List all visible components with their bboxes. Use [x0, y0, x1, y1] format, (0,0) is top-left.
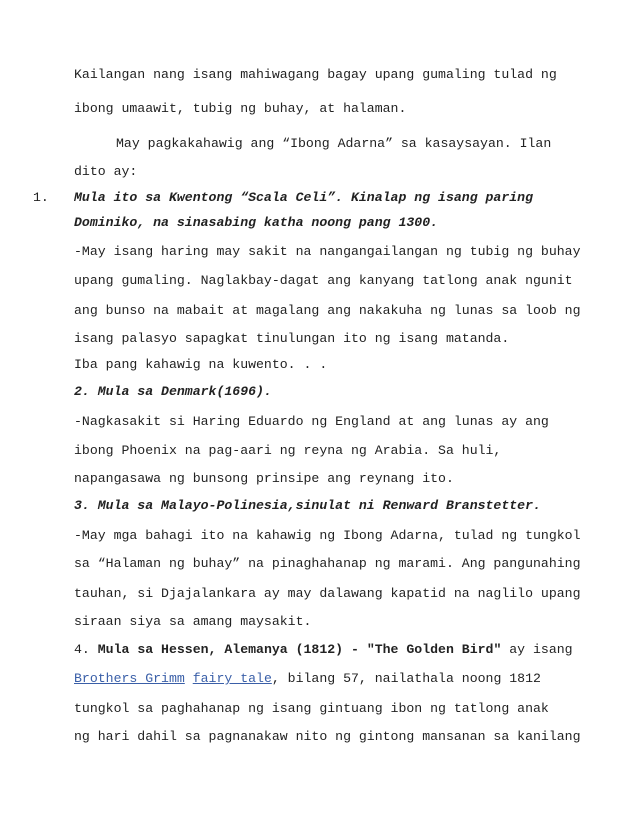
text-line: -May isang haring may sakit na nangangailangan ng tubig ng buhay: [74, 244, 581, 259]
list-item-heading: Mula sa Hessen, Alemanya (1812) - "The Golden Bird": [97, 642, 502, 657]
text-line: sa “Halaman ng buhay” na pinaghahanap ng marami. Ang pangunahing: [74, 556, 581, 571]
text-line: tungkol sa paghahanap ng isang gintuang ibon ng tatlong anak: [74, 701, 549, 716]
text-line: napangasawa ng bunsong prinsipe ang reynang ito.: [74, 471, 454, 486]
text-line: -May mga bahagi ito na kahawig ng Ibong Adarna, tulad ng tungkol: [74, 528, 581, 543]
text-line: tauhan, si Djajalankara ay may dalawang kapatid na naglilo upang: [74, 586, 581, 601]
text-line: May pagkakahawig ang “Ibong Adarna” sa kasaysayan. Ilan: [116, 136, 552, 151]
list-item-line: [74, 641, 572, 659]
text-line: ang bunso na mabait at magalang ang nakakuha ng lunas sa loob ng: [74, 303, 581, 318]
list-number: 4.: [74, 642, 90, 657]
list-item-heading: Dominiko, na sinasabing katha noong pang 1300.: [74, 215, 439, 230]
text-line: isang palasyo sapagkat tinulungan ito ng isang matanda.: [74, 331, 510, 346]
text-span: , bilang 57, nailathala noong 1812: [271, 671, 541, 686]
text-line: ibong Phoenix na pag-aari ng reyna ng Arabia. Sa huli,: [74, 443, 502, 458]
text-line: Iba pang kahawig na kuwento. . .: [74, 357, 328, 372]
list-item-heading: 3. Mula sa Malayo-Polinesia,sinulat ni Renward Branstetter.: [74, 498, 541, 513]
text-line: ibong umaawit, tubig ng buhay, at halaman.: [74, 101, 407, 116]
brothers-grimm-link[interactable]: Brothers Grimm: [74, 671, 185, 686]
list-item-heading: 2. Mula sa Denmark(1696).: [74, 384, 272, 399]
text-line: Kailangan nang isang mahiwagang bagay upang gumaling tulad ng: [74, 67, 557, 82]
text-span: ay isang: [501, 642, 573, 657]
text-line: ng hari dahil sa pagnanakaw nito ng gintong mansanan sa kanilang: [74, 729, 581, 744]
text-line: siraan siya sa amang maysakit.: [74, 614, 312, 629]
text-line: [74, 670, 572, 688]
text-line: -Nagkasakit si Haring Eduardo ng England at ang lunas ay ang: [74, 414, 549, 429]
list-number: 1.: [33, 190, 49, 205]
list-item-heading: Mula ito sa Kwentong “Scala Celi”. Kinalap ng isang paring: [74, 190, 533, 205]
fairy-tale-link[interactable]: fairy tale: [192, 671, 272, 686]
text-line: upang gumaling. Naglakbay-dagat ang kanyang tatlong anak ngunit: [74, 273, 573, 288]
text-line: dito ay:: [74, 164, 138, 179]
